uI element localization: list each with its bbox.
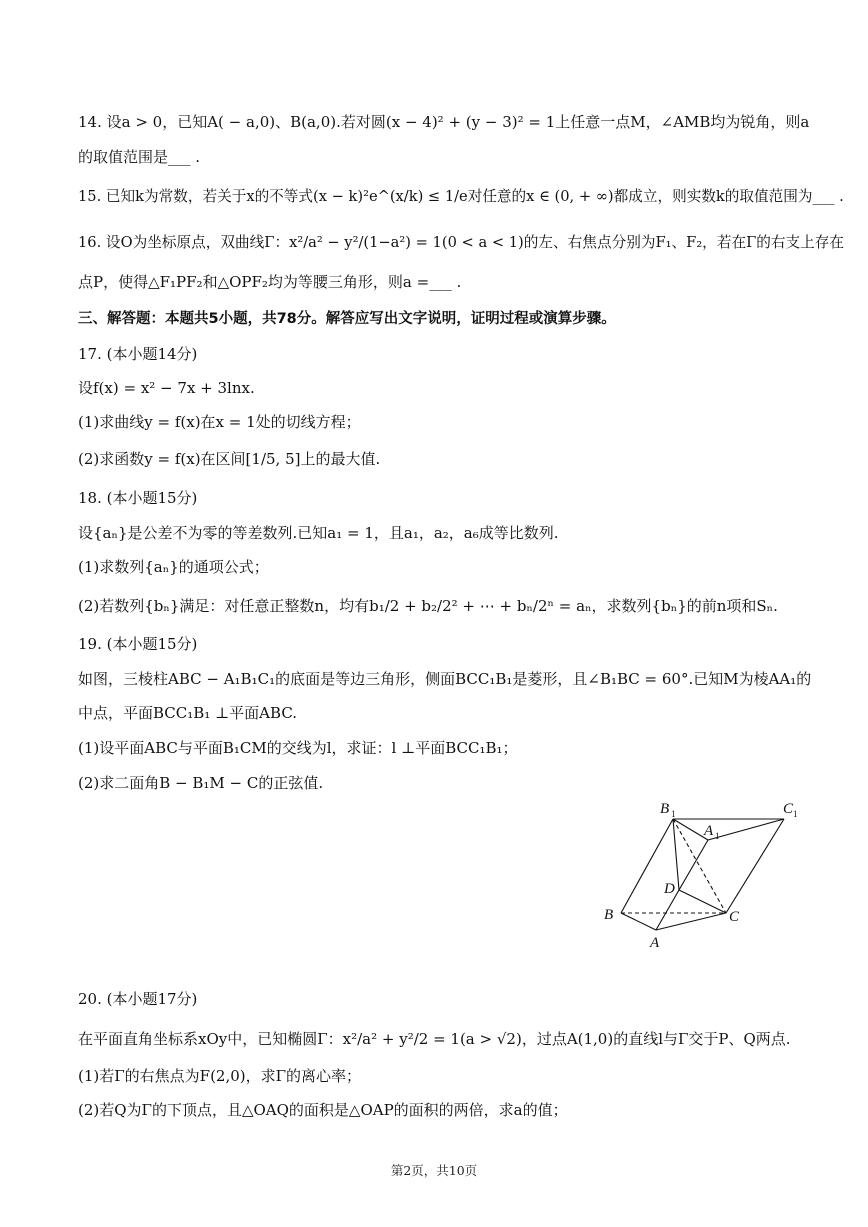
segment-b1-d (673, 819, 679, 890)
text-line: 16. 设O为坐标原点，双曲线Γ：x²/a² − y²/(1−a²) = 1(0 < a < 1)的左、右焦点分别为F₁、F₂，若在Γ的右支上存在 (78, 233, 845, 251)
label-b1-sub: 1 (671, 809, 676, 819)
label-c1: C (783, 801, 794, 817)
problem-header: 20. (本小题17分) (78, 990, 198, 1008)
text-line: 设f(x) = x² − 7x + 3lnx. (78, 379, 255, 397)
problem-header: 17. (本小题14分) (78, 345, 198, 363)
text-line: (1)求数列{aₙ}的通项公式； (78, 558, 269, 576)
label-a1-sub: 1 (715, 831, 720, 841)
edge-b-a (621, 913, 656, 930)
text-line: (1)求曲线y = f(x)在x = 1处的切线方程； (78, 413, 361, 431)
label-a1: A (704, 823, 714, 839)
label-b1: B (660, 801, 670, 817)
problem-header: 19. (本小题15分) (78, 635, 198, 653)
text-line: 的取值范围是___ . (78, 148, 201, 166)
text-line: 如图，三棱柱ABC − A₁B₁C₁的底面是等边三角形，侧面BCC₁B₁是菱形，且∠B₁BC = 60°.已知M为棱AA₁的 (78, 670, 812, 688)
edge-b1-a1 (673, 819, 708, 840)
label-c: C (729, 909, 740, 925)
label-d: D (664, 881, 675, 897)
edge-b1-b (621, 819, 673, 913)
section-heading: 三、解答题：本题共5小题，共78分。解答应写出文字说明，证明过程或演算步骤。 (78, 311, 616, 327)
edge-a1-d (679, 840, 708, 890)
label-a: A (650, 935, 660, 951)
text-line: 在平面直角坐标系xOy中，已知椭圆Γ：x²/a² + y²/2 = 1(a > √2)，过点A(1,0)的直线l与Γ交于P、Q两点. (78, 1030, 791, 1048)
text-line: 14. 设a > 0，已知A( − a,0)、B(a,0).若对圆(x − 4)² + (y − 3)² = 1上任意一点M，∠AMB均为锐角，则a (78, 113, 810, 131)
label-b: B (604, 907, 614, 923)
text-line: (2)求二面角B − B₁M − C的正弦值. (78, 774, 324, 792)
text-line: 15. 已知k为常数，若关于x的不等式(x − k)²e^(x/k) ≤ 1/e对任意的x ∈ (0, + ∞)都成立，则实数k的取值范围为___ . (78, 187, 844, 205)
label-c1-sub: 1 (793, 809, 798, 819)
text-line: (2)若数列{bₙ}满足：对任意正整数n，均有b₁/2 + b₂/2² + ⋯ + bₙ/2ⁿ = aₙ，求数列{bₙ}的前n项和Sₙ. (78, 597, 778, 615)
page-footer: 第2页，共10页 (390, 1163, 478, 1178)
text-line: (2)若Q为Γ的下顶点，且△OAQ的面积是△OAP的面积的两倍，求a的值； (78, 1101, 568, 1119)
text-line: 设{aₙ}是公差不为零的等差数列.已知a₁ = 1，且a₁，a₂，a₆成等比数列. (78, 524, 559, 542)
text-line: 点P，使得△F₁PF₂和△OPF₂均为等腰三角形，则a =___ . (78, 273, 462, 291)
text-line: (1)若Γ的右焦点为F(2,0)，求Γ的离心率； (78, 1067, 362, 1085)
edge-a-c (656, 913, 726, 930)
problem-header: 18. (本小题15分) (78, 489, 198, 507)
text-line: (2)求函数y = f(x)在区间[1/5, 5]上的最大值. (78, 450, 381, 468)
text-line: 中点，平面BCC₁B₁ ⊥平面ABC. (78, 704, 298, 722)
prism-figure (588, 795, 808, 960)
text-line: (1)设平面ABC与平面B₁CM的交线为l，求证：l ⊥平面BCC₁B₁； (78, 739, 518, 757)
